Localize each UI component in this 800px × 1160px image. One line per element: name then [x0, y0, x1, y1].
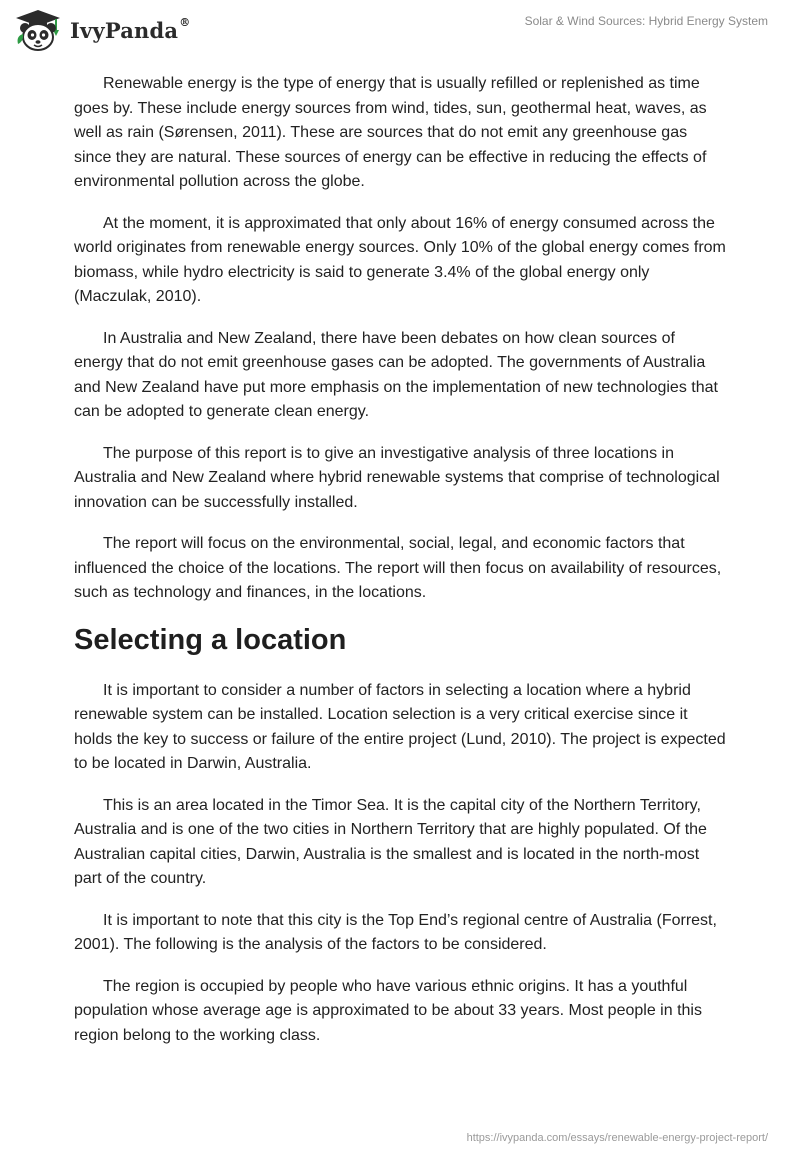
brand-name: IvyPanda® — [70, 15, 191, 43]
paragraph: It is important to note that this city is the Top End’s regional centre of Australia (Forrest, 2001). The following is the analysis of the factors to be considered. — [74, 911, 717, 953]
source-url[interactable]: https://ivypanda.com/essays/renewable-energy-project-report/ — [466, 1132, 768, 1144]
essay-content — [74, 72, 728, 1065]
brand-logo[interactable] — [14, 8, 190, 52]
paragraph: The region is occupied by people who have various ethnic origins. It has a youthful population whose average age is approximated to be about 33 years. Most people in this region belong to the working class. — [74, 977, 702, 1044]
paragraph: The report will focus on the environmental, social, legal, and economic factors that influenced the choice of the locations. The report will then focus on availability of resources, such as technology and finances, in the locations. — [74, 535, 722, 601]
paragraph: In Australia and New Zealand, there have been debates on how clean sources of energy that do not emit greenhouse gases can be adopted. The governments of Australia and New Zealand have put more emphasis on the implementation of new technologies that can be adopted to generate clean energy. — [74, 329, 718, 420]
paragraph: Renewable energy is the type of energy that is usually refilled or replenished as time goes by. These include energy sources from wind, tides, sun, geothermal heat, waves, as well as rain (Sørensen, 2011). These are sources that do not emit any greenhouse gas since they are natural. These sources of energy can be effective in reducing the effects of environmental pollution across the globe. — [74, 75, 707, 190]
paragraph: At the moment, it is approximated that only about 16% of energy consumed across the world originates from renewable energy sources. Only 10% of the global energy comes from biomass, while hydro electricity is said to generate 3.4% of the global energy only (Maczulak, 2010). — [74, 214, 726, 305]
document-title: Solar & Wind Sources: Hybrid Energy System — [524, 14, 768, 28]
paragraph: The purpose of this report is to give an investigative analysis of three locations in Australia and New Zealand where hybrid renewable systems that comprise of technological innovation can be successfully installed. — [74, 444, 720, 511]
paragraph: This is an area located in the Timor Sea. It is the capital city of the Northern Territory, Australia and is one of the two cities in Northern Territory that are highly populated. Of the Australian capital cities, Darwin, Australia is the smallest and is located in the north-most part of the country. — [74, 796, 707, 887]
page-header — [0, 0, 800, 60]
panda-graduation-cap-icon — [14, 8, 62, 52]
paragraph: It is important to consider a number of factors in selecting a location where a hybrid renewable system can be installed. Location selection is a very critical exercise since it holds the key to success or failure of the entire project (Lund, 2010). The project is expected to be located in Darwin, Australia. — [74, 681, 726, 772]
section-heading: Selecting a location — [74, 623, 347, 656]
